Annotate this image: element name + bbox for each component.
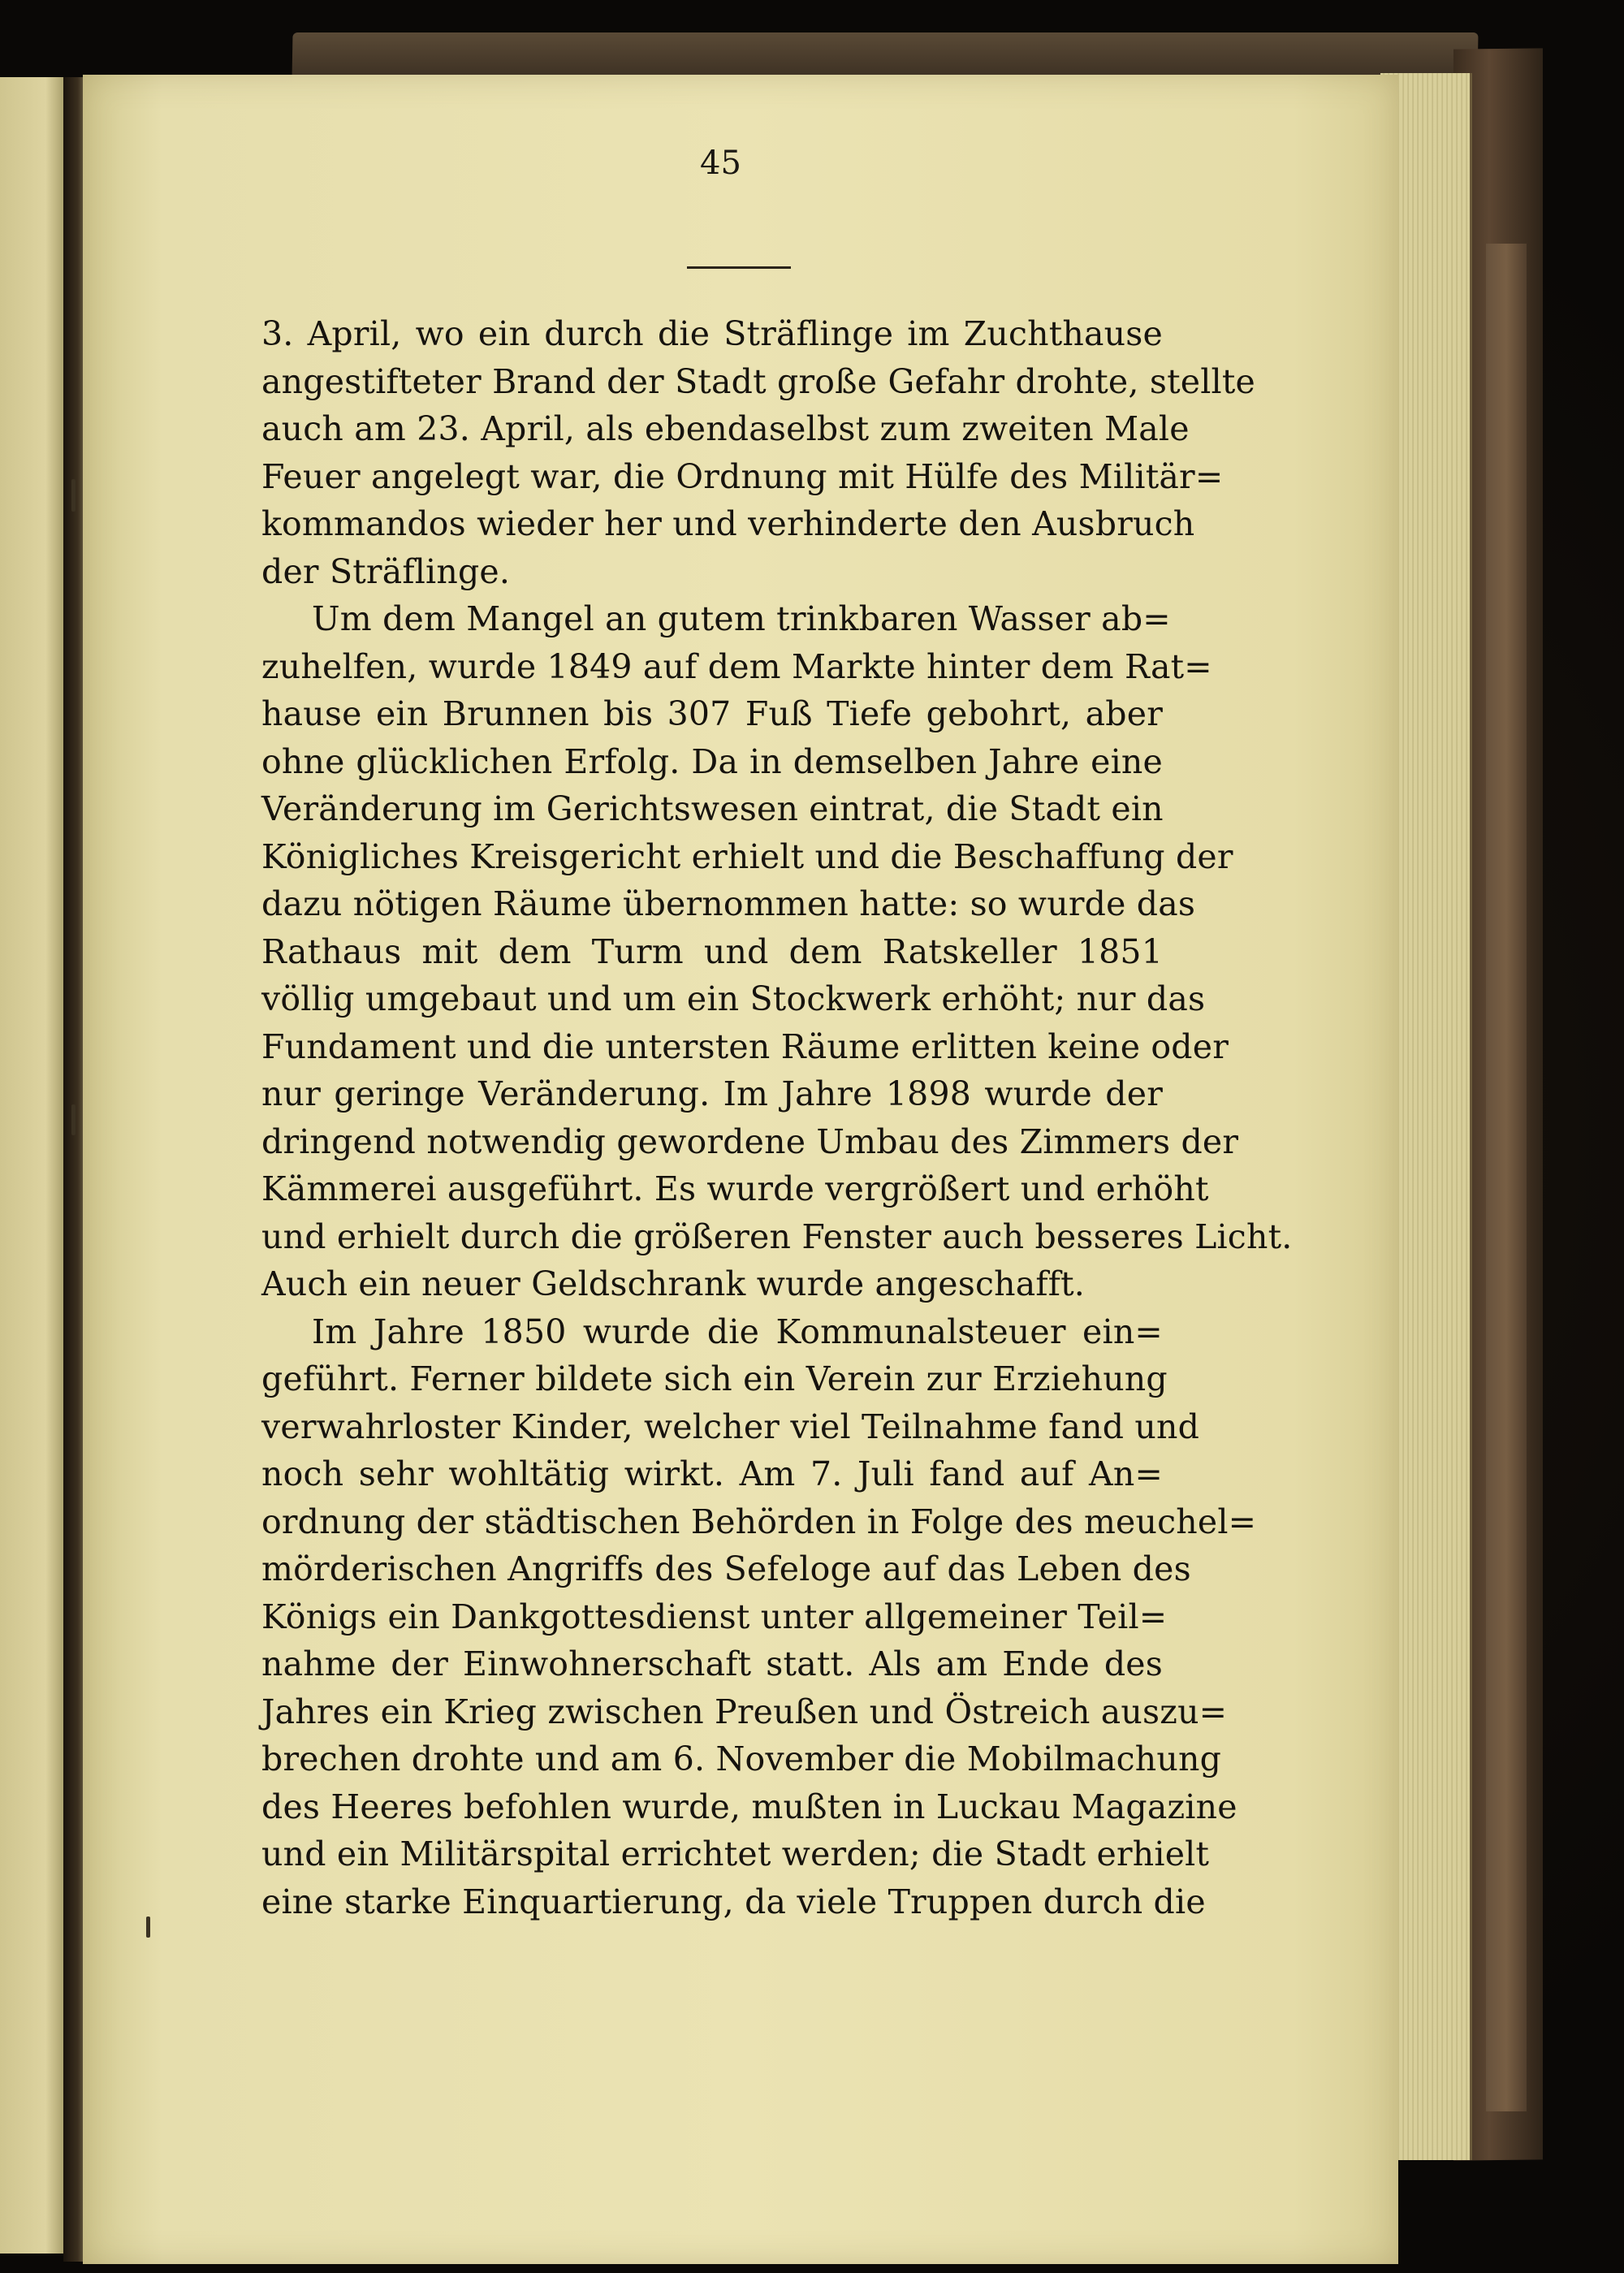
text-line: Rathaus mit dem Turm und dem Ratskeller 1851	[261, 931, 1163, 971]
text-line: Jahres ein Krieg zwischen Preußen und Östreich auszu=	[261, 1692, 1228, 1731]
text-line: und ein Militärspital errichtet werden; die Stadt erhielt	[261, 1834, 1210, 1873]
facing-page-fragment	[0, 77, 65, 2254]
text-line: noch sehr wohltätig wirkt. Am 7. Juli fand auf An=	[261, 1454, 1163, 1493]
text-line: Königliches Kreisgericht erhielt und die Beschaffung der	[261, 836, 1233, 876]
text-line: Veränderung im Gerichtswesen eintrat, die Stadt ein	[261, 789, 1164, 828]
text-line: auch am 23. April, als ebendaselbst zum zweiten Male	[261, 409, 1190, 448]
text-line: ordnung der städtischen Behörden in Folge des meuchel=	[261, 1502, 1257, 1541]
paragraph-first-line: Im Jahre 1850 wurde die Kommunalsteuer ein=	[312, 1312, 1163, 1351]
text-line: Feuer angelegt war, die Ordnung mit Hülfe des Militär=	[261, 456, 1224, 496]
text-line: Königs ein Dankgottesdienst unter allgemeiner Teil=	[261, 1597, 1168, 1636]
text-line: völlig umgebaut und um ein Stockwerk erhöht; nur das	[261, 979, 1206, 1018]
text-line: nur geringe Veränderung. Im Jahre 1898 wurde der	[261, 1074, 1163, 1113]
text-line: und erhielt durch die größeren Fenster auch besseres Licht.	[261, 1216, 1293, 1256]
text-line: Kämmerei ausgeführt. Es wurde vergrößert und erhöht	[261, 1169, 1209, 1208]
text-line: zuhelfen, wurde 1849 auf dem Markte hinter dem Rat=	[261, 646, 1212, 686]
text-line: dazu nötigen Räume übernommen hatte: so wurde das	[261, 884, 1196, 923]
body-text	[261, 310, 1293, 1925]
text-line: eine starke Einquartierung, da viele Truppen durch die	[261, 1882, 1206, 1921]
text-line: Fundament und die untersten Räume erlitten keine oder	[261, 1026, 1229, 1066]
page-number-rule	[687, 266, 791, 269]
text-line: ohne glücklichen Erfolg. Da in demselben Jahre eine	[261, 741, 1163, 781]
text-line: der Sträflinge.	[261, 551, 511, 591]
text-line: dringend notwendig gewordene Umbau des Zimmers der	[261, 1121, 1239, 1161]
margin-mark	[146, 1916, 150, 1938]
text-line: mörderischen Angriffs des Sefeloge auf das Leben des	[261, 1549, 1191, 1588]
text-line: 3. April, wo ein durch die Sträflinge im Zuchthause	[261, 314, 1163, 353]
text-line: hause ein Brunnen bis 307 Fuß Tiefe gebohrt, aber	[261, 694, 1163, 733]
book-cover-top-edge	[292, 32, 1478, 81]
text-line: geführt. Ferner bildete sich ein Verein zur Erziehung	[261, 1359, 1168, 1398]
book-cover-highlight	[1486, 244, 1527, 2111]
text-line: verwahrloster Kinder, welcher viel Teilnahme fand und	[261, 1407, 1200, 1446]
text-line: Auch ein neuer Geldschrank wurde angeschafft.	[261, 1264, 1086, 1303]
margin-mark	[71, 1104, 76, 1135]
text-line: angestifteter Brand der Stadt große Gefahr drohte, stellte	[261, 361, 1256, 401]
text-line: nahme der Einwohnerschaft statt. Als am Ende des	[261, 1644, 1163, 1683]
margin-mark	[71, 479, 76, 512]
page-number: 45	[700, 145, 741, 182]
text-line: des Heeres befohlen wurde, mußten in Luckau Magazine	[261, 1787, 1237, 1826]
text-line: kommandos wieder her und verhinderte den Ausbruch	[261, 504, 1195, 543]
paragraph-first-line: Um dem Mangel an gutem trinkbaren Wasser ab=	[312, 599, 1171, 638]
text-line: brechen drohte und am 6. November die Mobilmachung	[261, 1739, 1222, 1778]
